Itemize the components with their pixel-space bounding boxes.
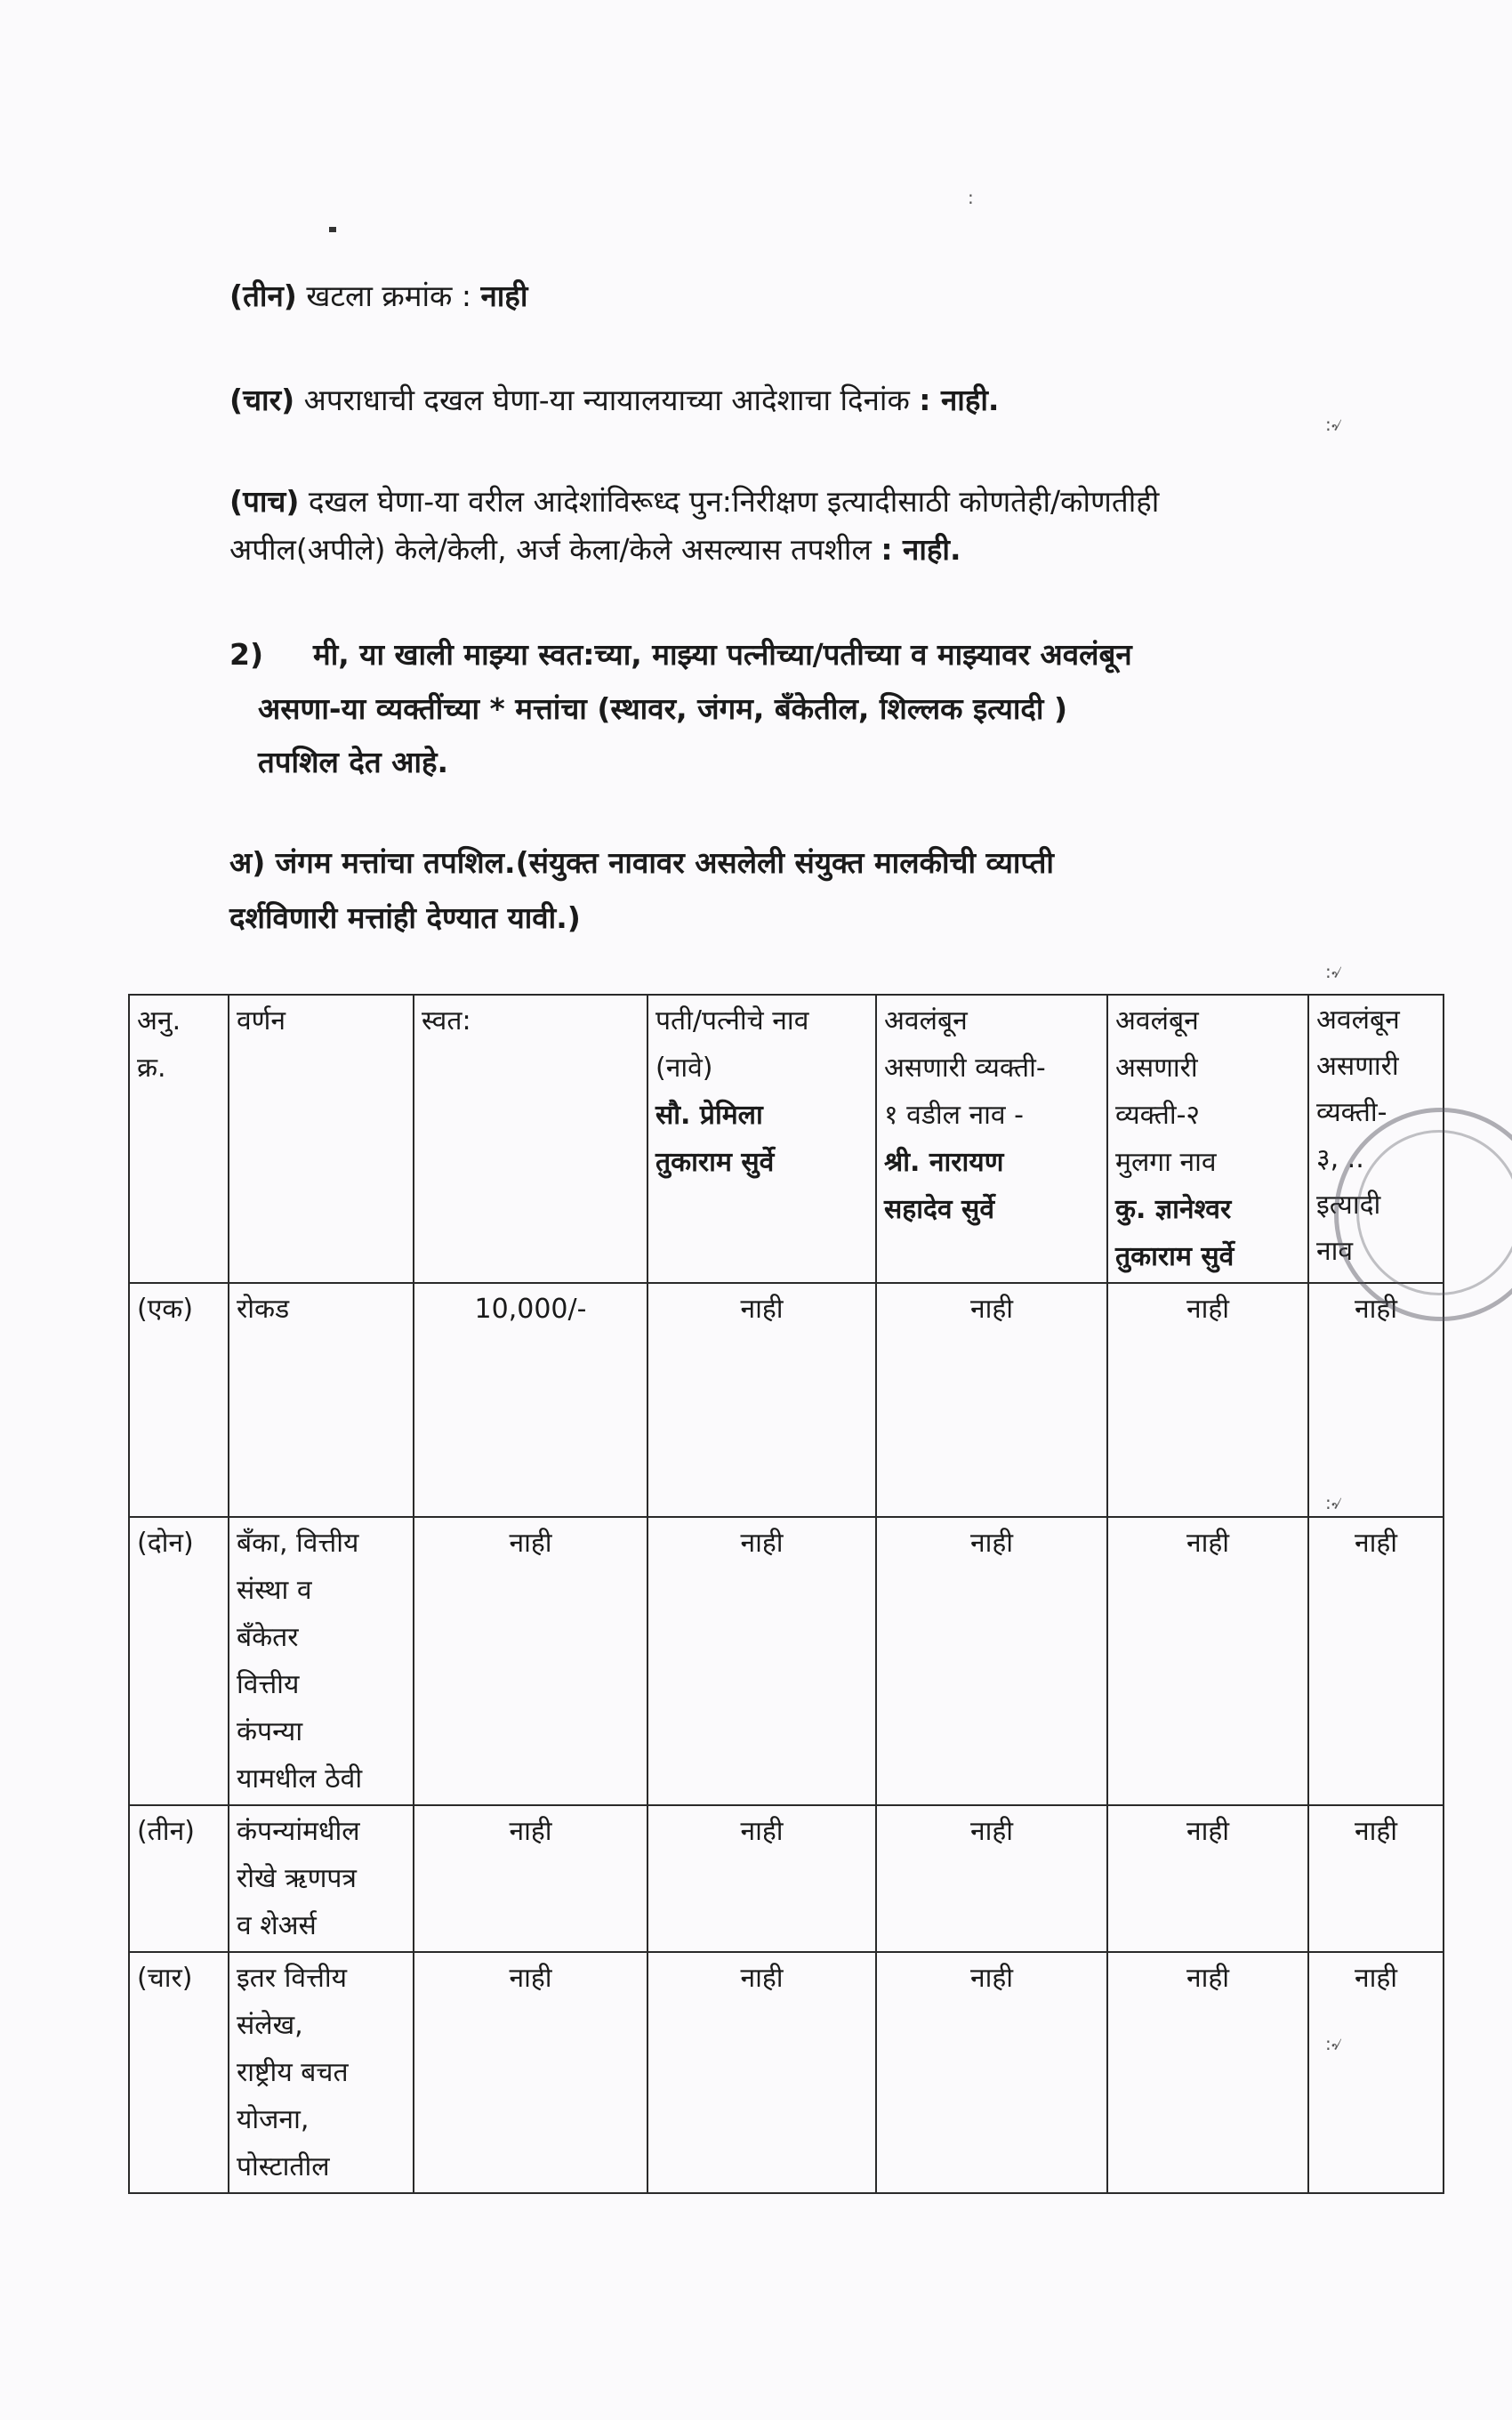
subsection-a-line1: अ) जंगम मत्तांचा तपशिल.(संयुक्त नावावर असलेली संयुक्त मालकीची व्याप्ती: [229, 845, 1054, 880]
section-text-line2: अपील(अपीले) केले/केली, अर्ज केला/केले असल्यास तपशील: [229, 532, 881, 567]
row-spouse: नाही: [647, 1283, 876, 1517]
table-row: [129, 1952, 1444, 2193]
movable-assets-table: [128, 994, 1444, 2194]
section-label: (पाच): [229, 484, 300, 519]
header-dependent-2: अवलंबून असणारी व्यक्ती-२ मुलगा नाव कु. ज्ञानेश्वर तुकाराम सुर्वे: [1107, 995, 1308, 1283]
header-serial: अनु. क्र.: [129, 995, 229, 1283]
section-three: [229, 272, 527, 320]
margin-mark: :৵: [1325, 2033, 1343, 2054]
row-spouse: नाही: [647, 1952, 876, 2193]
section-label: (चार): [229, 383, 295, 417]
row-dependent-2: नाही: [1107, 1283, 1308, 1517]
row-dependent-2: नाही: [1107, 1952, 1308, 2193]
row-dependent-3: नाही: [1308, 1805, 1444, 1952]
row-serial: (तीन): [129, 1805, 229, 1952]
row-dependent-1: नाही: [876, 1805, 1107, 1952]
scan-speck: [329, 227, 336, 232]
table-row: [129, 1517, 1444, 1805]
section-four: [229, 376, 999, 424]
row-self: नाही: [414, 1805, 647, 1952]
header-dependent-3: अवलंबून असणारी व्यक्ती- ३, .. इत्यादी नाव: [1308, 995, 1444, 1283]
table-row: [129, 1805, 1444, 1952]
row-spouse: नाही: [647, 1805, 876, 1952]
section-text: खटला क्रमांक :: [296, 278, 481, 313]
margin-mark: :৵: [1325, 1492, 1343, 1513]
point-two-line3: तपशिल देत आहे.: [258, 745, 449, 779]
row-description: रोकड: [229, 1283, 414, 1517]
section-text-line1: दखल घेणा-या वरील आदेशांविरूध्द पुन:निरीक्षण इत्यादीसाठी कोणतेही/कोणतीही: [299, 484, 1160, 519]
point-two-number: 2): [229, 637, 264, 672]
row-dependent-3: नाही: [1308, 1952, 1444, 2193]
row-spouse: नाही: [647, 1517, 876, 1805]
section-label: (तीन): [229, 278, 297, 313]
subsection-a-line2: दर्शविणारी मत्तांही देण्यात यावी.): [229, 900, 581, 935]
section-value: नाही: [480, 278, 528, 313]
point-two-line2: असणा-या व्यक्तींच्या * मत्तांचा (स्थावर, जंगम, बँकेतील, शिल्लक इत्यादी ): [258, 691, 1068, 726]
row-dependent-1: नाही: [876, 1952, 1107, 2193]
row-dependent-3: नाही: [1308, 1517, 1444, 1805]
row-serial: (एक): [129, 1283, 229, 1517]
header-dependent-1: अवलंबून असणारी व्यक्ती- १ वडील नाव - श्री. नारायण सहादेव सुर्वे: [876, 995, 1107, 1283]
row-dependent-3: नाही: [1308, 1283, 1444, 1517]
notary-stamp-inner-ring: [1356, 1130, 1512, 1295]
row-description: बँका, वित्तीय संस्था व बँकेतर वित्तीय कंपन्या यामधील ठेवी: [229, 1517, 414, 1805]
row-serial: (चार): [129, 1952, 229, 2193]
row-serial: (दोन): [129, 1517, 229, 1805]
row-dependent-2: नाही: [1107, 1517, 1308, 1805]
table-header-row: [129, 995, 1444, 1283]
scan-speck: :: [968, 187, 974, 208]
margin-mark: :৵: [1325, 961, 1343, 982]
row-dependent-2: नाही: [1107, 1805, 1308, 1952]
section-five: [229, 478, 1368, 574]
header-self: स्वत:: [414, 995, 647, 1283]
row-dependent-1: नाही: [876, 1517, 1107, 1805]
row-self: 10,000/-: [414, 1283, 647, 1517]
header-spouse: पती/पत्नीचे नाव (नावे) सौ. प्रेमिला तुकाराम सुर्वे: [647, 995, 876, 1283]
row-self: नाही: [414, 1952, 647, 2193]
margin-mark: :৵: [1325, 414, 1343, 435]
section-value: : नाही.: [919, 383, 1000, 417]
table-row: [129, 1283, 1444, 1517]
row-description: इतर वित्तीय संलेख, राष्ट्रीय बचत योजना, पोस्टातील: [229, 1952, 414, 2193]
row-self: नाही: [414, 1517, 647, 1805]
point-two-line1: मी, या खाली माझ्या स्वत:च्या, माझ्या पत्नीच्या/पतीच्या व माझ्यावर अवलंबून: [313, 637, 1132, 672]
row-dependent-1: नाही: [876, 1283, 1107, 1517]
row-description: कंपन्यांमधील रोखे ऋणपत्र व शेअर्स: [229, 1805, 414, 1952]
header-description: वर्णन: [229, 995, 414, 1283]
section-text: अपराधाची दखल घेणा-या न्यायालयाच्या आदेशाचा दिनांक: [294, 383, 920, 417]
section-value: : नाही.: [881, 532, 961, 567]
